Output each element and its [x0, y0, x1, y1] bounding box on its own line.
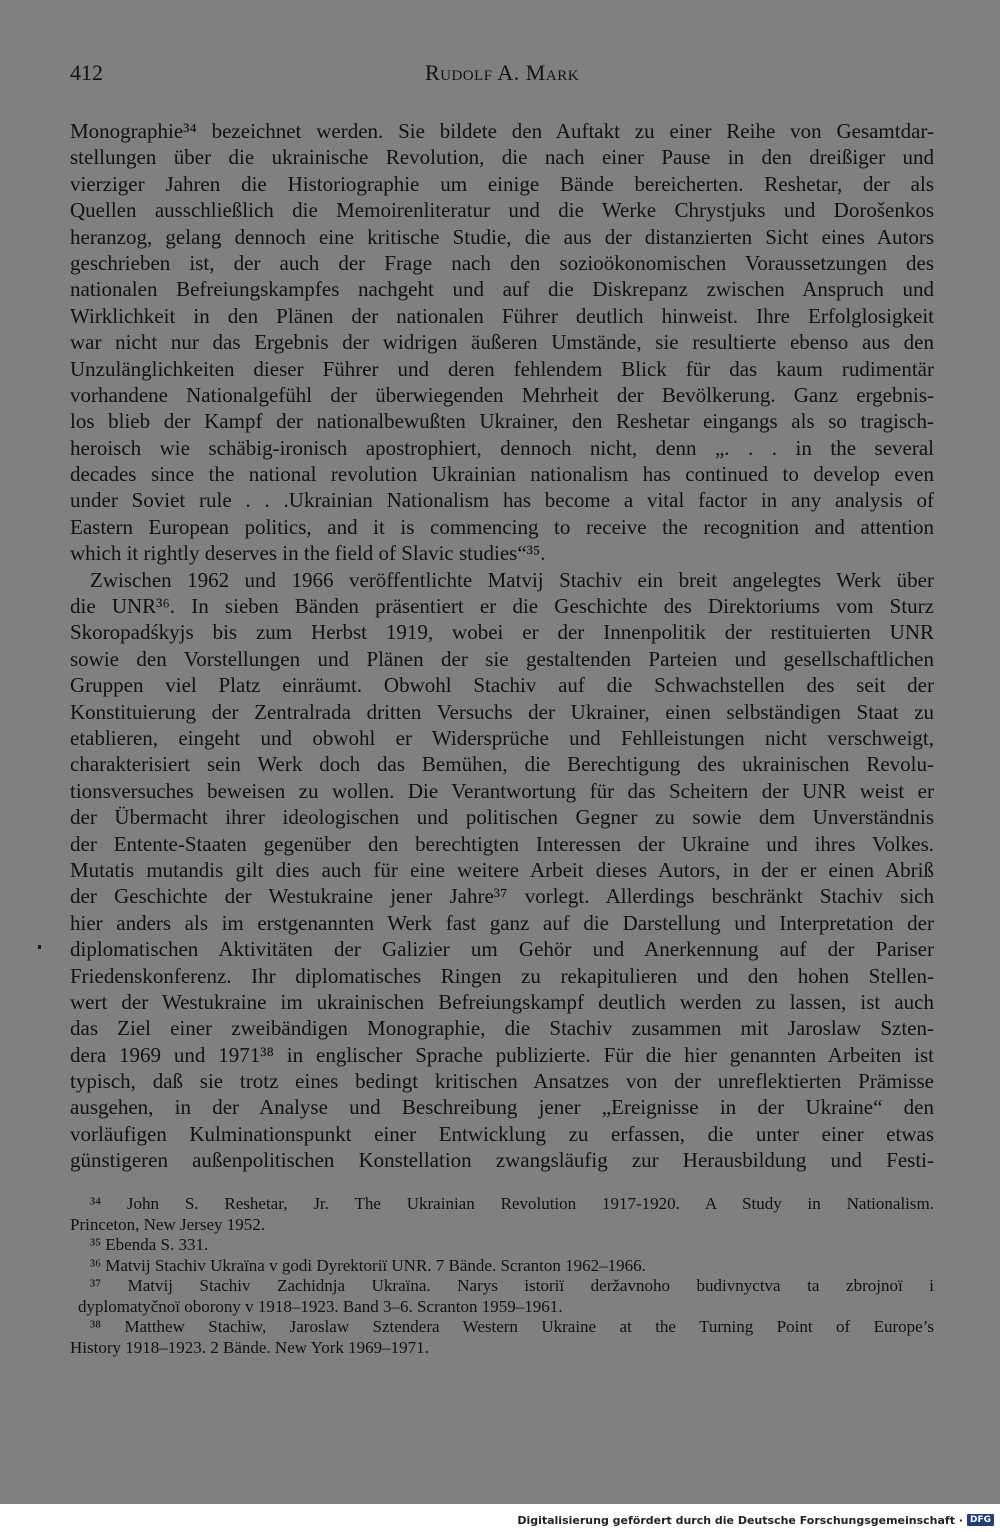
- body-line: diplomatischen Aktivitäten der Galizier um Gehör und Anerkennung auf der Pariser: [70, 937, 934, 962]
- body-line: Gruppen viel Platz einräumt. Obwohl Stachiv auf die Schwachstellen des seit der: [70, 673, 934, 698]
- footnote-line: ³⁵ Ebenda S. 331.: [90, 1235, 209, 1254]
- footnote-line: ³⁶ Matvij Stachiv Ukraïna v godi Dyrektoriï UNR. 7 Bände. Scranton 1962–1966.: [90, 1255, 646, 1275]
- body-line: Konstituierung der Zentralrada dritten Versuchs der Ukrainer, einen selbständigen Staat zu: [70, 699, 934, 724]
- body-line: heroisch wie schäbig-ironisch apostrophiert, dennoch nicht, denn „. . . in the several: [70, 435, 934, 460]
- body-line: das Ziel einer zweibändigen Monographie, die Stachiv zusammen mit Jaroslaw Szten-: [70, 1016, 934, 1041]
- body-line: under Soviet rule . . .Ukrainian Nationalism has become a vital factor in any analysis of: [70, 488, 934, 513]
- body-text: [70, 118, 934, 1200]
- body-line: typisch, daß sie trotz eines bedingt kritischen Ansatzes von der unreflektierten Prämisse: [70, 1069, 934, 1094]
- body-line: nationalen Befreiungskampfes nachgeht und auf die Diskrepanz zwischen Anspruch und: [70, 277, 934, 302]
- body-line: der Geschichte der Westukraine jener Jahre³⁷ vorlegt. Allerdings beschränkt Stachiv sich: [70, 884, 934, 909]
- body-line: Unzulänglichkeiten dieser Führer und deren fehlendem Blick für das kaum rudimentär: [70, 356, 934, 381]
- footnote-line: Princeton, New Jersey 1952.: [70, 1214, 265, 1234]
- body-line: der Übermacht ihrer ideologischen und politischen Gegner zu sowie dem Unverständnis: [70, 805, 934, 830]
- margin-speck: [38, 945, 41, 949]
- body-line: günstigeren außenpolitischen Konstellation zwangsläufig zur Herausbildung und Festi-: [70, 1148, 934, 1173]
- body-line: ausgehen, in der Analyse und Beschreibung jener „Ereignisse in der Ukraine“ den: [70, 1095, 934, 1120]
- body-line: geschrieben ist, der auch der Frage nach den sozioökonomischen Voraussetzungen des: [70, 250, 934, 275]
- body-line: der Entente-Staaten gegenüber den berechtigten Interessen der Ukraine und ihres Volkes.: [70, 831, 934, 856]
- footnote-line: ³⁸ Matthew Stachiw, Jaroslaw Sztendera Western Ukraine at the Turning Point of Europe’s: [90, 1317, 934, 1336]
- body-line: Mutatis mutandis gilt dies auch für eine weitere Arbeit dieses Autors, in der er einen Abriß: [70, 857, 934, 882]
- page-header: [70, 60, 934, 90]
- body-line: Wirklichkeit in den Plänen der nationalen Führer deutlich hinweist. Ihre Erfolglosigkeit: [70, 303, 934, 328]
- body-line: heranzog, gelang dennoch eine kritische Studie, die aus der distanzierten Sicht eines Autors: [70, 224, 934, 249]
- body-line: hier anders als im erstgenannten Werk fast ganz auf die Darstellung und Interpretation der: [70, 910, 934, 935]
- body-line: stellungen über die ukrainische Revolution, die nach einer Pause in den dreißiger und: [70, 145, 934, 170]
- footnote-line: ³⁴ John S. Reshetar, Jr. The Ukrainian Revolution 1917-1920. A Study in Nationalism.: [90, 1194, 934, 1213]
- credit-text: Digitalisierung gefördert durch die Deutsche Forschungsgemeinschaft ·: [517, 1513, 963, 1527]
- body-line: sowie den Vorstellungen und Plänen der sie gestaltenden Parteien und gesellschaftlichen: [70, 646, 934, 671]
- body-line: etablieren, eingeht und obwohl er Widersprüche und Fehlleistungen nicht verschweigt,: [70, 725, 934, 750]
- body-line: wert der Westukraine im ukrainischen Befreiungskampf deutlich werden zu lassen, ist auch: [70, 989, 934, 1014]
- body-line: Zwischen 1962 und 1966 veröffentlichte Matvij Stachiv ein breit angelegtes Werk über: [90, 567, 934, 592]
- running-head: Rudolf A. Mark: [424, 60, 580, 85]
- body-line: Quellen ausschließlich die Memoirenliteratur und die Werke Chrystjuks und Dorošenkos: [70, 198, 934, 223]
- body-line: vorhandene Nationalgefühl der überwiegenden Mehrheit der Bevölkerung. Ganz ergebnis-: [70, 382, 934, 407]
- footnotes: [70, 1194, 934, 1358]
- body-line: die UNR³⁶. In sieben Bänden präsentiert er die Geschichte des Direktoriums vom Sturz: [70, 594, 934, 619]
- body-line: vorläufigen Kulminationspunkt einer Entwicklung zu erfassen, die unter einer etwas: [70, 1121, 934, 1146]
- body-line: charakterisiert sein Werk doch das Bemühen, die Berechtigung des ukrainischen Revolu-: [70, 752, 934, 777]
- body-line: dera 1969 und 1971³⁸ in englischer Sprache publizierte. Für die hier genannten Arbeiten ist: [70, 1042, 934, 1067]
- body-line: which it rightly deserves in the field of Slavic studies“³⁵.: [70, 541, 546, 566]
- footnote-line: History 1918–1923. 2 Bände. New York 1969–1971.: [70, 1337, 429, 1357]
- footnote-line: ³⁷ Matvij Stachiv Zachidnja Ukraïna. Narys istoriï deržavnoho budivnyctva ta zbrojnoï i: [90, 1276, 934, 1295]
- body-line: Eastern European politics, and it is commencing to receive the recognition and attention: [70, 514, 934, 539]
- body-line: los blieb der Kampf der nationalbewußten Ukrainer, den Reshetar eingangs als so tragisch-: [70, 409, 934, 434]
- body-line: Friedenskonferenz. Ihr diplomatisches Ringen zu rekapitulieren und den hohen Stellen-: [70, 963, 934, 988]
- body-line: decades since the national revolution Ukrainian nationalism has continued to develop even: [70, 462, 934, 487]
- dfg-logo-icon: DFG: [967, 1514, 994, 1526]
- body-line: Skoropadśkyjs bis zum Herbst 1919, wobei er der Innenpolitik der restituierten UNR: [70, 620, 934, 645]
- footnote-line: dyplomatyčnoï oborony v 1918–1923. Band 3–6. Scranton 1959–1961.: [78, 1296, 563, 1316]
- body-line: vierziger Jahren die Historiographie um einige Bände bereicherten. Reshetar, der als: [70, 171, 934, 196]
- body-line: tionsversuches beweisen zu wollen. Die Verantwortung für das Scheitern der UNR weist er: [70, 778, 934, 803]
- digitization-credit: [517, 1511, 994, 1529]
- body-line: war nicht nur das Ergebnis der widrigen äußeren Umstände, sie resultierte ebenso aus den: [70, 330, 934, 355]
- page-number: 412: [70, 60, 103, 85]
- body-line: Monographie³⁴ bezeichnet werden. Sie bildete den Auftakt zu einer Reihe von Gesamtdar-: [70, 119, 934, 143]
